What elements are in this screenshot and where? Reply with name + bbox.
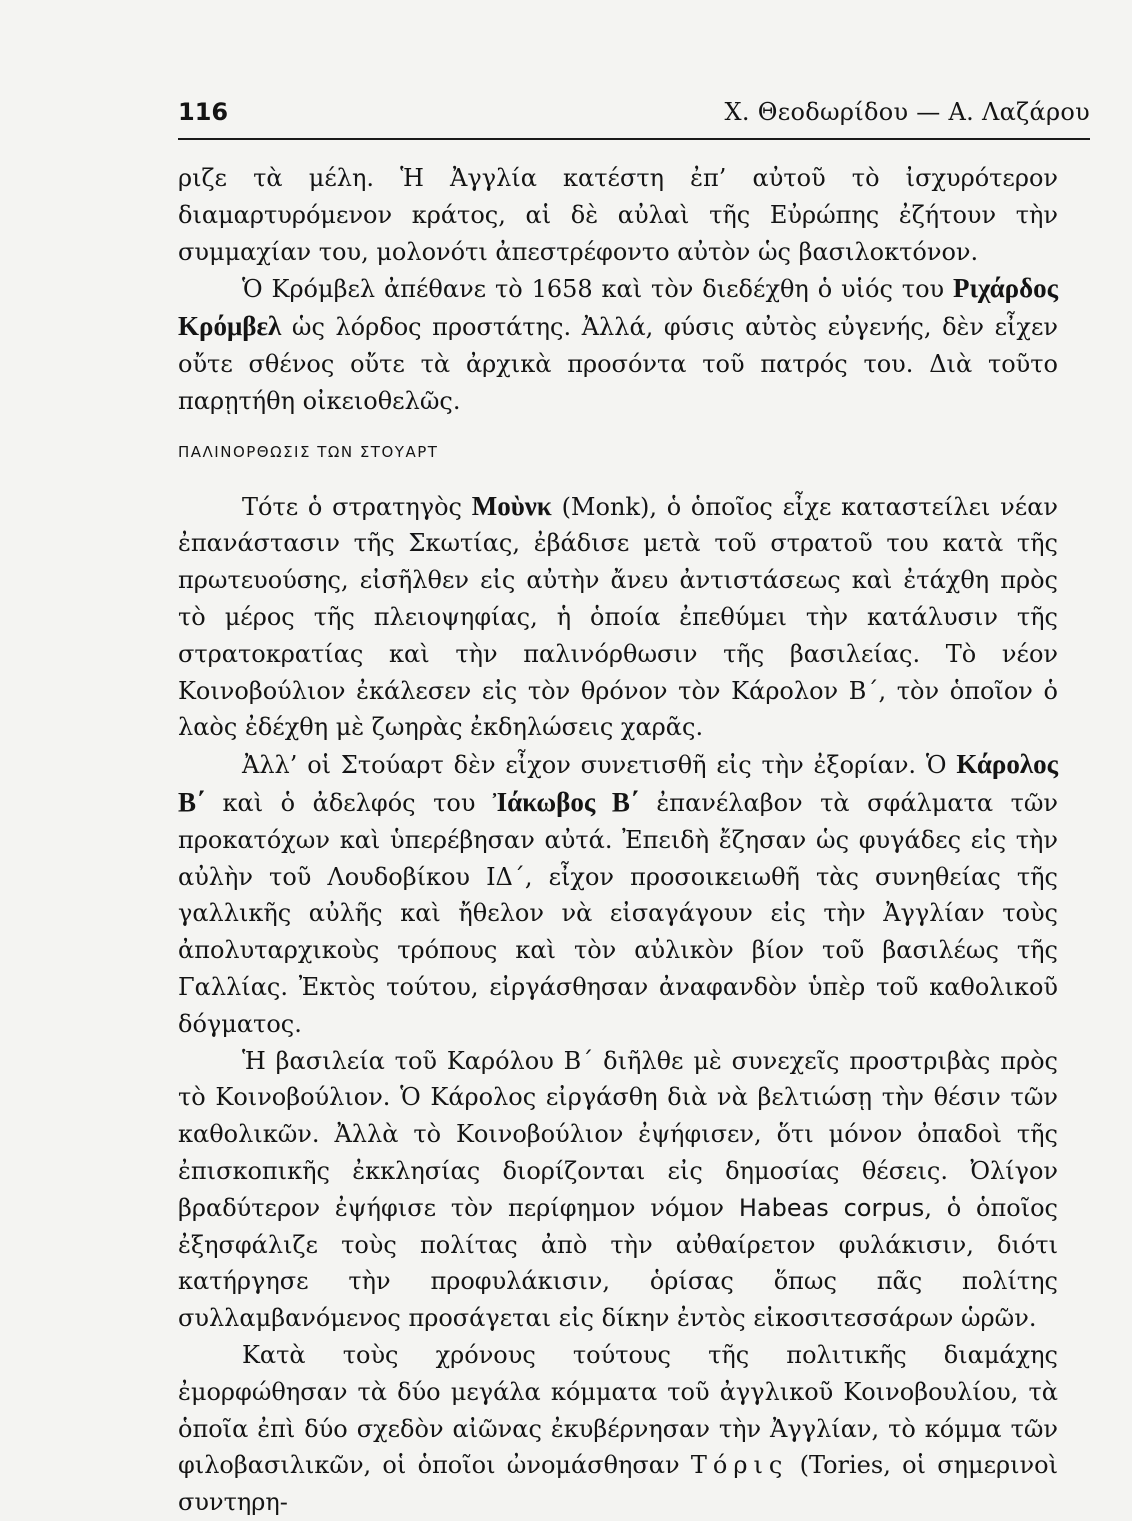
paragraph-4-text-b: καὶ ὁ ἀδελφός του (205, 788, 493, 817)
name-james-ii: Ἰάκωβος Β΄ (492, 786, 639, 817)
paragraph-1-text: ριζε τὰ μέλη. Ἡ Ἀγγλία κατέστη ἐπ’ αὐτοῦ τὸ ἰσχυρότερον διαμαρτυρόμενον κράτος, αἱ δὲ αὐλαὶ τῆς Εὐρώπης ἐζήτουν τὴν συμμαχίαν του, μολονότι ἀπεστρέφοντο αὐτὸν ὡς βασιλοκτόνον. (178, 164, 1058, 266)
paragraph-6-text-c: , οἱ σημερινοὶ συντηρη- (178, 1451, 1059, 1517)
name-charles-ii: Κάρολος Β΄ (178, 749, 1058, 817)
paragraph-6-text-b: ( (788, 1451, 809, 1480)
paragraph-2-text-b: ὡς λόρδος προστάτης. Ἀλλά, φύσις αὐτὸς εὐγενής, δὲν εἶχεν οὔτε σθένος οὔτε τὰ ἀρχικὰ προσόντα τοῦ πατρός του. Διὰ τοῦτο παρῃτήθη οἰκειοθελῶς. (178, 313, 1058, 415)
paragraph-4 (178, 746, 1058, 1042)
paragraph-4-text-c: ἐπανέλαβον τὰ σφάλματα τῶν προκατόχων καὶ ὑπερέβησαν αὐτά. Ἐπειδὴ ἔζησαν ὡς φυγάδες εἰς τὴν αὐλὴν τοῦ Λουδοβίκου ΙΔ΄, εἶχον προσοικειωθῆ τὰς συνηθείας τῆς γαλλικῆς αὐλῆς καὶ ἤθελον νὰ εἰσαγάγουν εἰς τὴν Ἀγγλίαν τοὺς ἀπολυταρχικοὺς τρόπους καὶ τὸν αὐλικὸν βίον τοῦ βασιλέως τῆς Γαλλίας. Ἐκτὸς τούτου, εἰργάσθησαν ἀναφανδὸν ὑπὲρ τοῦ καθολικοῦ δόγματος. (178, 788, 1058, 1038)
term-toris: Τόρις (690, 1451, 789, 1480)
paragraph-3-text-a: Τότε ὁ στρατηγὸς (242, 492, 472, 521)
paragraph-3-text-b: (Monk), ὁ ὁποῖος εἶχε καταστείλει νέαν ἐπανάστασιν τῆς Σκωτίας, ἐβάδισε μετὰ τοῦ στρατοῦ του κατὰ τῆς πρωτευούσης, εἰσῆλθεν εἰς αὐτὴν ἄνευ ἀντιστάσεως καὶ ἐτάχθη πρὸς τὸ μέρος τῆς πλειοψηφίας, ἡ ὁποία ἐπεθύμει τὴν κατάλυσιν τῆς στρατοκρατίας καὶ τὴν παλινόρθωσιν τῆς βασιλείας. Τὸ νέον Κοινοβούλιον ἐκάλεσεν εἰς τὸν θρόνον τὸν Κάρολον Β΄, τὸν ὁποῖον ὁ λαὸς ἐδέχθη μὲ ζωηρὰς ἐκδηλώσεις χαρᾶς. (178, 492, 1059, 742)
paragraph-6 (178, 1337, 1058, 1521)
paragraph-5-text-a: Ἡ βασιλεία τοῦ Καρόλου Β΄ διῆλθε μὲ συνεχεῖς προστριβὰς πρὸς τὸ Κοινοβούλιον. Ὁ Κάρολος εἰργάσθη διὰ νὰ βελτιώσῃ τὴν θέσιν τῶν καθολικῶν. Ἀλλὰ τὸ Κοινοβούλιον ἐψήφισεν, ὅτι μόνον ὀπαδοὶ τῆς ἐπισκοπικῆς ἐκκλησίας διορίζονται εἰς δημοσίας θέσεις. Ὀλίγον βραδύτερον ἐψήφισε τὸν περίφημον νόμον (178, 1046, 1058, 1222)
paragraph-1 (178, 160, 1058, 270)
paragraph-3 (178, 488, 1058, 747)
paragraph-4-text-a: Ἀλλ’ οἱ Στούαρτ δὲν εἶχον συνετισθῆ εἰς τὴν ἐξορίαν. Ὁ (242, 751, 957, 780)
paragraph-5 (178, 1043, 1058, 1337)
body-text (178, 160, 1058, 1521)
paragraph-2 (178, 270, 1058, 419)
term-habeas-corpus: Habeas corpus (738, 1193, 925, 1222)
page-header (178, 92, 1090, 140)
page-number: 116 (178, 98, 229, 126)
running-head: Χ. Θεοδωρίδου — Α. Λαζάρου (724, 98, 1090, 126)
section-heading: ΠΑΛΙΝΟΡΘΩΣΙΣ ΤΩΝ ΣΤΟΥΑΡΤ (178, 442, 439, 461)
paragraph-2-text-a: Ὁ Κρόμβελ ἀπέθανε τὸ 1658 καὶ τὸν διεδέχθη ὁ υἱός του (242, 275, 954, 304)
term-tories: Tories (808, 1451, 884, 1480)
name-monk: Μοὺνκ (471, 490, 552, 521)
name-richard-cromwell: Ριχάρδος Κρόμβελ (178, 273, 1058, 342)
paragraph-6-text-a: Κατὰ τοὺς χρόνους τούτους τῆς πολιτικῆς διαμάχης ἐμορφώθησαν τὰ δύο μεγάλα κόμματα τοῦ ἀγγλικοῦ Κοινοβουλίου, τὰ ὁποῖα ἐπὶ δύο σχεδὸν αἰῶνας ἐκυβέρνησαν τὴν Ἀγγλίαν, τὸ κόμμα τῶν φιλοβασιλικῶν, οἱ ὁποῖοι ὠνομάσθησαν (178, 1340, 1058, 1480)
paragraph-5-text-b: , ὁ ὁποῖος ἐξησφάλιζε τοὺς πολίτας ἀπὸ τὴν αὐθαίρετον φυλάκισιν, διότι κατήργησε τὴν προφυλάκισιν, ὁρίσας ὅπως πᾶς πολίτης συλλαμβανόμενος προσάγεται εἰς δίκην ἐντὸς εἰκοσιτεσσάρων ὡρῶν. (178, 1193, 1058, 1333)
